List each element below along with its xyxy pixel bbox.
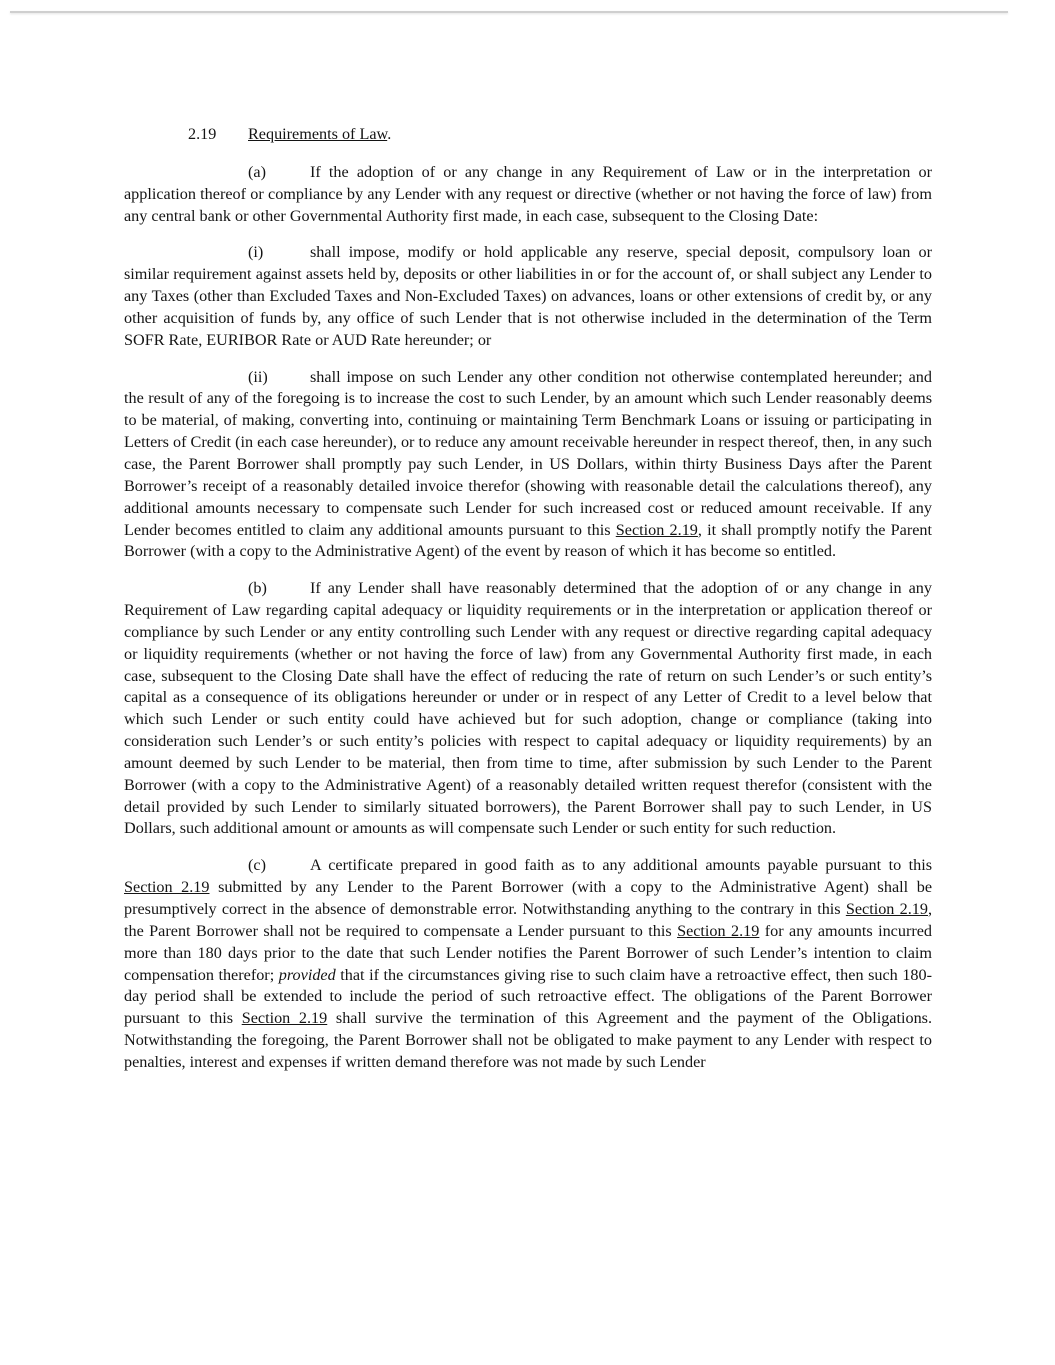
paragraph-ii-marker: (ii): [248, 367, 268, 386]
paragraph-c-text-4: for any amounts incurred more than 180 days prior to the date that such Lender notifies the Parent Borrower of such Lender’s intention to claim compensation therefor;: [124, 921, 933, 984]
paragraph-c-marker: (c): [248, 856, 266, 875]
page-top-border: [10, 11, 1008, 13]
section-title-period: .: [387, 125, 392, 143]
paragraph-c-text-2: submitted by any Lender to the Parent Borrower (with a copy to the Administrative Agent) shall be presumptively correct in the absence of demonstrable error. Notwithstanding anything to the contrary in this: [124, 878, 932, 918]
paragraph-c-text-3: , the Parent Borrower shall not be required to compensate a Lender pursuant to this: [124, 900, 933, 940]
paragraph-c-text-6: shall survive the termination of this Agreement and the payment of the Obligations. Notwithstanding the foregoing, the Parent Borrower shall not be obligated to make payment to any Lender with respect to penalties, interest and expenses if written demand therefore was not made by such Lender: [124, 1009, 933, 1071]
paragraph-i: [124, 242, 932, 351]
provided-term: provided: [278, 965, 336, 984]
paragraph-c: [124, 855, 932, 1073]
section-reference: Section 2.19: [615, 520, 698, 539]
section-number: 2.19: [188, 125, 217, 143]
paragraph-b-marker: (b): [248, 579, 267, 598]
section-reference: Section 2.19: [124, 878, 210, 897]
paragraph-a-text: If the adoption of or any change in any Requirement of Law or in the interpretation or application thereof or compliance by any Lender with any request or directive (whether or not having the force of law) from any central bank or other Governmental Authority first made, in each case, subsequent to the Closing Date:: [124, 162, 932, 225]
paragraph-a-marker: (a): [248, 162, 266, 181]
paragraph-ii: [124, 367, 932, 564]
paragraph-i-marker: (i): [248, 243, 264, 262]
paragraph-c-text-1: A certificate prepared in good faith as to any additional amounts payable pursuant to this: [310, 856, 932, 875]
paragraph-c-text-5: that if the circumstances giving rise to such claim have a retroactive effect, then such 180-day period shall be extended to include the period of such retroactive effect. The obligations of the Parent Borrower pursuant to this: [124, 965, 933, 1028]
paragraph-b-text: If any Lender shall have reasonably determined that the adoption of or any change in any Requirement of Law regarding capital adequacy or liquidity requirements or in the interpretation or application thereof or compliance by such Lender or any entity controlling such Lender with any request or directive regarding capital adequacy or liquidity requirements (whether or not having the force of law) from any Governmental Authority first made, in each case, subsequent to the Closing Date shall have the effect of reducing the rate of return on such Lender’s or such entity’s capital as a consequence of its obligations hereunder or under or in respect of any Letter of Credit to a level below that which such Lender or such entity could have achieved but for such adoption, change or compliance (taking into consideration such Lender’s or such entity’s policies with respect to capital adequacy or liquidity requirements) by an amount deemed by such Lender to be material, then from time to time, after submission by such Lender to the Parent Borrower (with a copy to the Administrative Agent) of a reasonably detailed written request therefor (consistent with the detail provided by such Lender to similarly situated borrowers), the Parent Borrower shall pay to such Lender, in US Dollars, such additional amount or amounts as will compensate such Lender or such entity for such reduction.: [124, 579, 932, 838]
section-reference: Section 2.19: [677, 921, 760, 940]
section-title: Requirements of Law: [248, 125, 388, 143]
paragraph-a: [124, 162, 932, 228]
section-reference: Section 2.19: [241, 1009, 328, 1028]
section-heading: [124, 124, 932, 146]
paragraph-ii-text-1: shall impose on such Lender any other condition not otherwise contemplated hereunder; and the result of any of the foregoing is to increase the cost to such Lender, by an amount which such Lender reasonably deems to be material, of making, converting into, continuing or maintaining Term Benchmark Loans or issuing or participating in Letters of Credit (in each case hereunder), or to reduce any amount receivable hereunder in respect thereof, then, in any such case, the Parent Borrower shall promptly pay such Lender, in US Dollars, within thirty Business Days after the Parent Borrower’s receipt of a reasonably detailed invoice therefor (showing with reasonable detail the calculations thereof), any additional amounts necessary to compensate such Lender for such increased cost or reduced amount receivable. If any Lender becomes entitled to claim any additional amounts pursuant to this: [124, 367, 932, 539]
section-reference: Section 2.19: [845, 900, 928, 918]
paragraph-ii-text-2: , it shall promptly notify the Parent Borrower (with a copy to the Administrative Agent) of the event by reason of which it has become so entitled.: [124, 520, 933, 561]
document-page: [124, 120, 932, 1089]
paragraph-b: [124, 578, 932, 840]
paragraph-i-text: shall impose, modify or hold applicable any reserve, special deposit, compulsory loan or similar requirement against assets held by, deposits or other liabilities in or for the account of, or shall subject any Lender to any Taxes (other than Excluded Taxes and Non-Excluded Taxes) on advances, loans or other extensions of credit by, or any other acquisition of funds by, any office of such Lender that is not otherwise included in the determination of the Term SOFR Rate, EURIBOR Rate or AUD Rate hereunder; or: [124, 243, 932, 349]
